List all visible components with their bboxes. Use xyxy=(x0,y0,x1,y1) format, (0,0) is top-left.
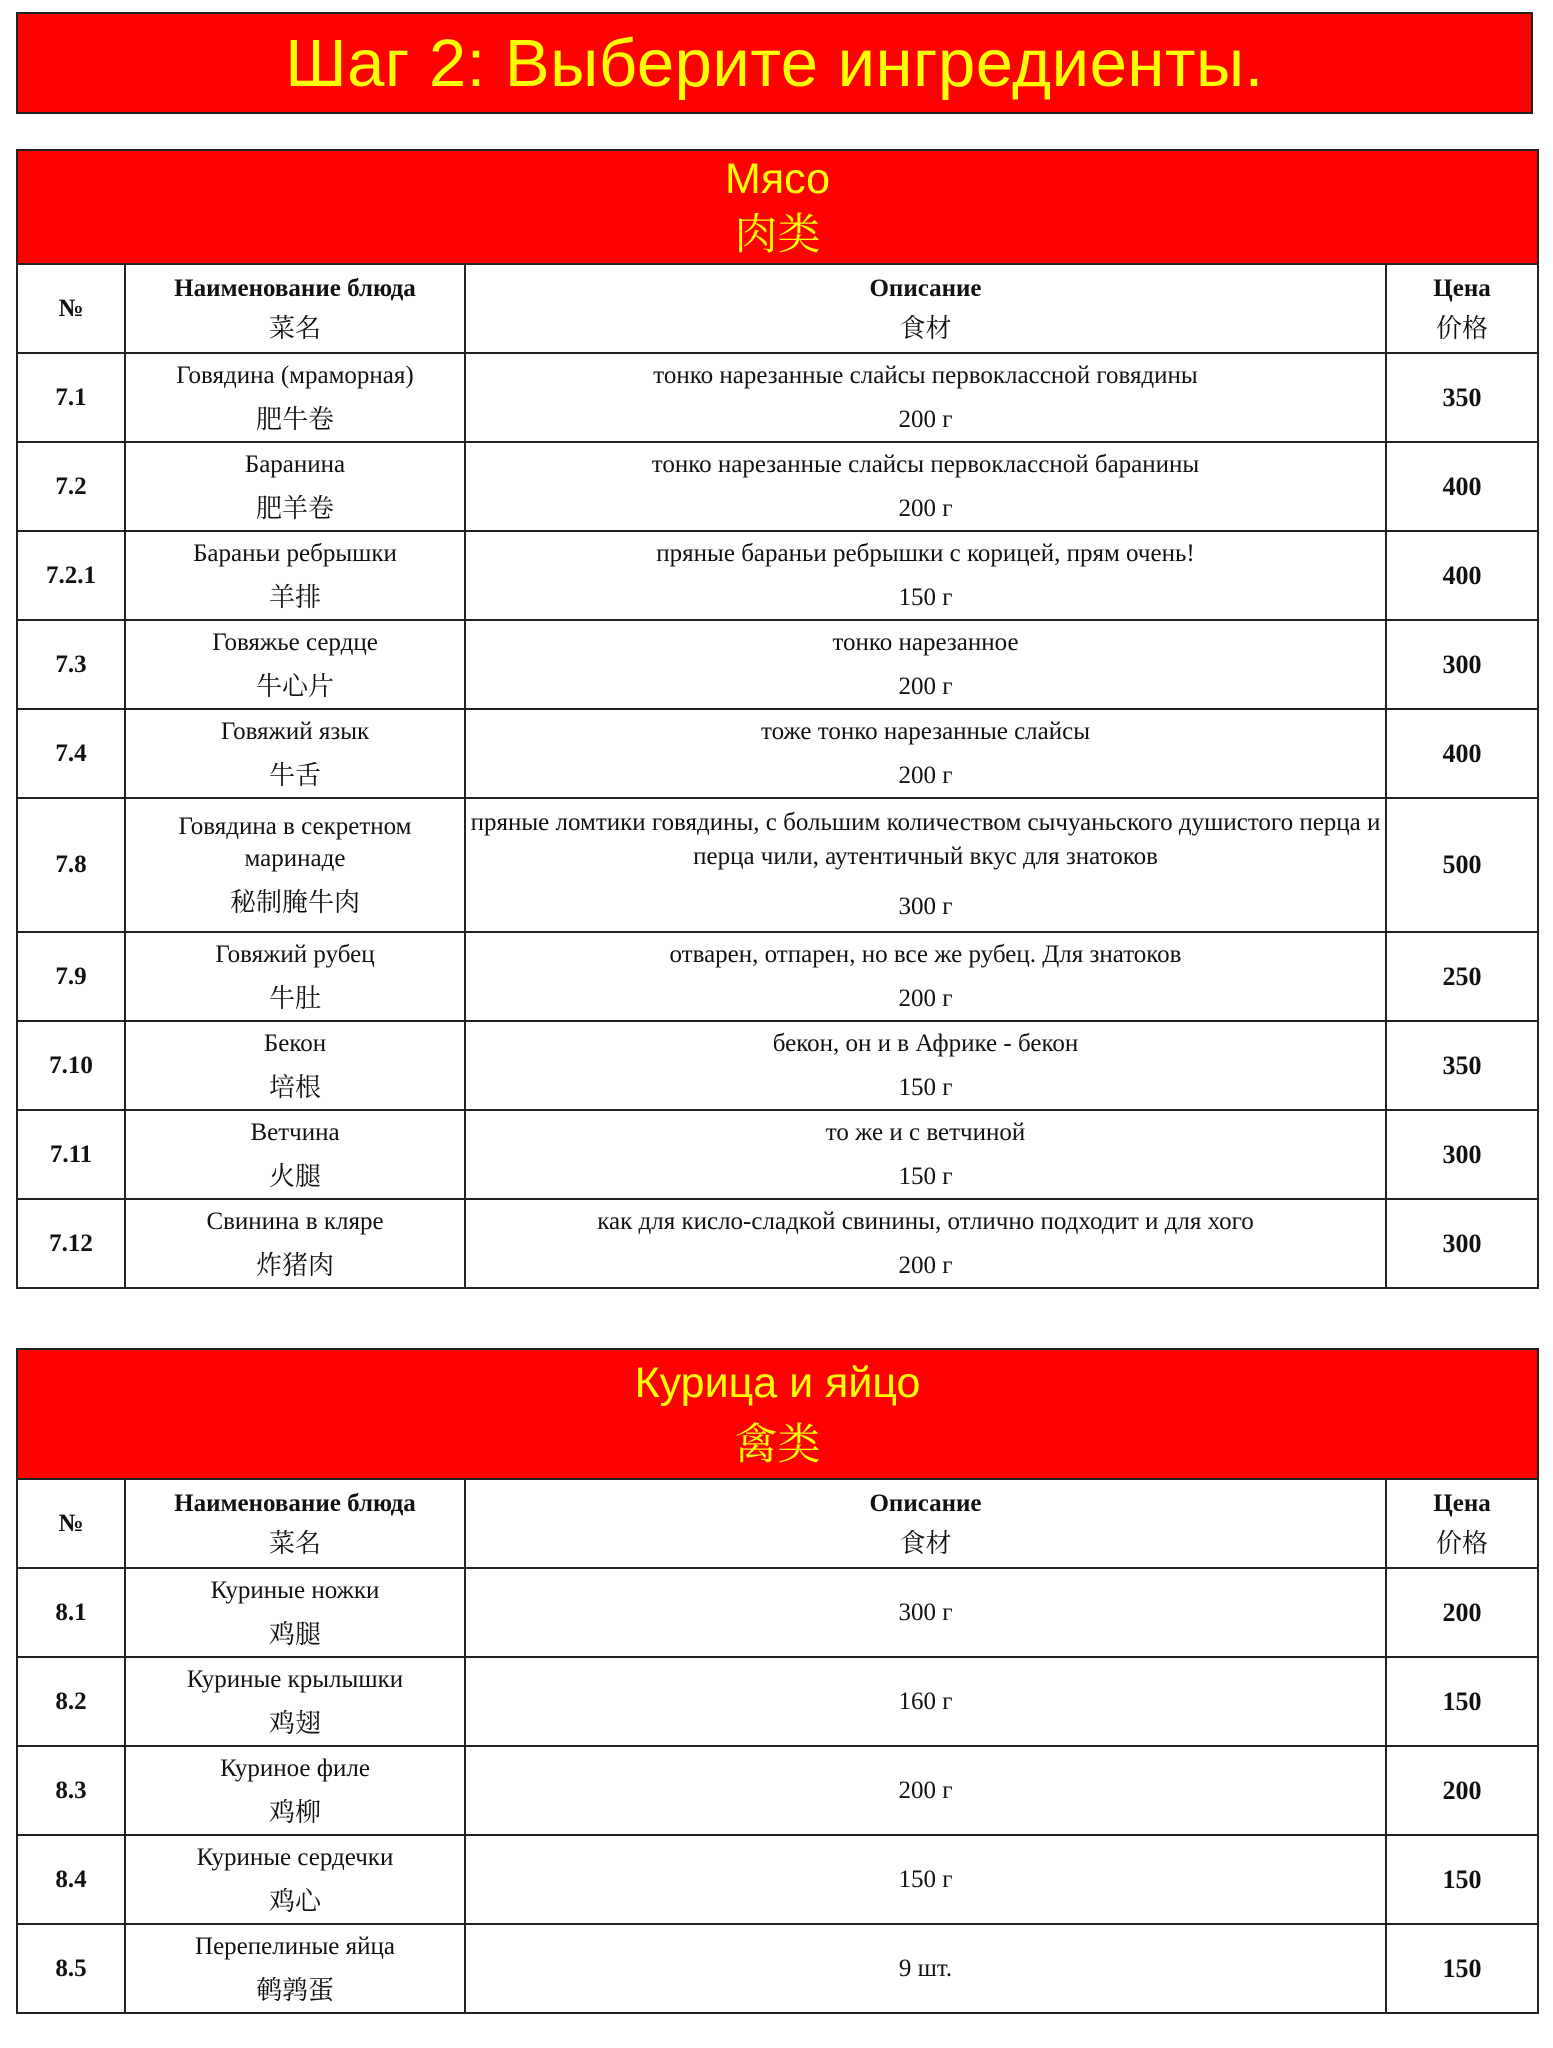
item-name: Говяжий язык xyxy=(220,717,370,745)
poultry-section-title: Курица и яйцо xyxy=(634,1359,921,1407)
item-number: 7.11 xyxy=(49,1140,93,1168)
item-weight: 200 г xyxy=(898,405,953,433)
item-name: Говяжье сердце xyxy=(212,628,378,656)
item-name: Говядина в секретном маринаде xyxy=(178,813,412,872)
item-name-cn: 秘制腌牛肉 xyxy=(229,888,360,917)
header-name-cn: 菜名 xyxy=(268,1528,321,1558)
item-weight: 200 г xyxy=(898,761,953,789)
item-description: тонко нарезанные слайсы первоклассной баранины xyxy=(651,450,1200,478)
item-price: 250 xyxy=(1442,961,1482,991)
header-price: Цена xyxy=(1433,274,1491,302)
table-row xyxy=(17,1835,1538,1924)
page-banner xyxy=(16,12,1533,114)
table-row xyxy=(17,353,1538,442)
item-number: 7.3 xyxy=(55,650,87,678)
item-description: как для кисло-сладкой свинины, отлично подходит и для хого xyxy=(597,1207,1254,1235)
item-price: 150 xyxy=(1442,1686,1482,1716)
item-weight: 200 г xyxy=(898,984,953,1012)
item-description: тонко нарезанное xyxy=(832,628,1019,656)
item-price: 200 xyxy=(1442,1597,1482,1627)
table-row xyxy=(17,709,1538,798)
item-description: 300 г xyxy=(898,1598,953,1626)
item-name-cn: 牛肚 xyxy=(268,983,321,1013)
item-description: 150 г xyxy=(898,1865,953,1893)
meat-column-headers xyxy=(17,264,1538,353)
item-number: 7.2.1 xyxy=(46,561,96,589)
item-name: Бараньи ребрышки xyxy=(193,539,397,567)
item-weight: 200 г xyxy=(898,672,953,700)
item-price: 300 xyxy=(1442,649,1482,679)
item-number: 7.8 xyxy=(55,851,87,878)
item-name: Бекон xyxy=(263,1029,327,1057)
table-row xyxy=(17,1568,1538,1657)
item-price: 200 xyxy=(1442,1775,1482,1805)
table-row xyxy=(17,1924,1538,2013)
table-row xyxy=(17,1110,1538,1199)
item-number: 7.1 xyxy=(55,383,87,411)
meat-section-header xyxy=(17,150,1538,264)
item-description: отварен, отпарен, но все же рубец. Для знатоков xyxy=(669,940,1182,968)
item-name: Куриное филе xyxy=(220,1754,370,1782)
item-description: пряные ломтики говядины, с большим количеством сычуаньского душистого перца и перца чили, аутентичный вкус для знатоков xyxy=(470,809,1381,870)
item-name: Говядина (мраморная) xyxy=(176,361,414,389)
item-name-cn: 火腿 xyxy=(268,1161,321,1191)
item-name-cn: 鸡腿 xyxy=(268,1619,321,1649)
item-weight: 200 г xyxy=(898,1251,953,1279)
poultry-column-headers xyxy=(17,1479,1538,1568)
table-row xyxy=(17,1657,1538,1746)
page-title: Шаг 2: Выберите ингредиенты. xyxy=(285,25,1264,101)
item-weight: 150 г xyxy=(898,1162,953,1190)
item-name-cn: 羊排 xyxy=(268,582,321,612)
item-price: 500 xyxy=(1442,850,1482,879)
item-weight: 150 г xyxy=(898,583,953,611)
item-price: 350 xyxy=(1442,1050,1482,1080)
item-price: 300 xyxy=(1442,1139,1482,1169)
table-row xyxy=(17,620,1538,709)
item-name: Ветчина xyxy=(250,1118,340,1146)
item-price: 150 xyxy=(1442,1953,1482,1983)
item-description: 9 шт. xyxy=(898,1954,953,1982)
item-name-cn: 鹌鹑蛋 xyxy=(255,1975,334,2005)
item-description: 160 г xyxy=(898,1687,953,1715)
item-weight: 300 г xyxy=(898,893,953,920)
header-desc: Описание xyxy=(869,1489,982,1517)
item-name-cn: 培根 xyxy=(268,1072,321,1102)
table-row xyxy=(17,442,1538,531)
item-name-cn: 牛心片 xyxy=(255,671,334,701)
item-name: Баранина xyxy=(244,450,346,478)
poultry-section-header xyxy=(17,1349,1538,1479)
table-row xyxy=(17,1199,1538,1288)
header-price-cn: 价格 xyxy=(1436,1528,1489,1558)
item-name: Свинина в кляре xyxy=(206,1207,384,1235)
item-price: 300 xyxy=(1442,1228,1482,1258)
item-description: бекон, он и в Африке - бекон xyxy=(772,1029,1079,1057)
item-number: 8.3 xyxy=(55,1776,87,1804)
item-price: 150 xyxy=(1442,1864,1482,1894)
header-price-cn: 价格 xyxy=(1436,313,1489,343)
item-price: 400 xyxy=(1442,560,1482,590)
item-description: то же и с ветчиной xyxy=(825,1118,1026,1146)
item-number: 7.12 xyxy=(49,1229,93,1257)
poultry-section-title-cn: 禽类 xyxy=(734,1421,821,1469)
item-name-cn: 肥羊卷 xyxy=(255,493,334,523)
item-description: пряные бараньи ребрышки с корицей, прям очень! xyxy=(656,539,1195,567)
item-number: 7.9 xyxy=(55,962,87,990)
header-name-cn: 菜名 xyxy=(268,313,321,343)
item-number: 8.4 xyxy=(55,1865,87,1893)
header-price: Цена xyxy=(1433,1489,1491,1517)
meat-section-title-cn: 肉类 xyxy=(734,211,821,259)
header-num: № xyxy=(58,1509,84,1537)
item-name: Куриные ножки xyxy=(210,1576,380,1604)
item-number: 7.10 xyxy=(49,1051,93,1079)
table-row xyxy=(17,798,1538,932)
header-name: Наименование блюда xyxy=(174,1489,416,1517)
item-weight: 150 г xyxy=(898,1073,953,1101)
item-description: тоже тонко нарезанные слайсы xyxy=(760,717,1091,745)
item-name-cn: 鸡翅 xyxy=(268,1708,321,1738)
table-row xyxy=(17,1021,1538,1110)
item-description: тонко нарезанные слайсы первоклассной говядины xyxy=(653,361,1198,389)
header-desc: Описание xyxy=(869,274,982,302)
header-desc-cn: 食材 xyxy=(899,1528,952,1558)
item-name-cn: 牛舌 xyxy=(268,760,321,790)
header-desc-cn: 食材 xyxy=(899,313,952,343)
table-row xyxy=(17,531,1538,620)
header-name: Наименование блюда xyxy=(174,274,416,302)
item-name: Говяжий рубец xyxy=(215,940,375,968)
table-row xyxy=(17,932,1538,1021)
item-number: 7.2 xyxy=(55,472,87,500)
item-name: Куриные сердечки xyxy=(196,1843,394,1871)
meat-section-title: Мясо xyxy=(725,155,831,203)
item-name: Перепелиные яйца xyxy=(195,1932,395,1960)
item-name-cn: 鸡柳 xyxy=(268,1797,321,1827)
item-number: 8.2 xyxy=(55,1687,87,1715)
item-name-cn: 鸡心 xyxy=(268,1886,321,1916)
item-description: 200 г xyxy=(898,1776,953,1804)
item-number: 7.4 xyxy=(55,739,87,767)
item-price: 400 xyxy=(1442,471,1482,501)
item-price: 350 xyxy=(1442,382,1482,412)
poultry-table xyxy=(16,1348,1539,2014)
item-weight: 200 г xyxy=(898,494,953,522)
item-number: 8.5 xyxy=(55,1954,87,1982)
item-name-cn: 炸猪肉 xyxy=(255,1250,334,1280)
meat-table xyxy=(16,149,1539,1289)
item-name-cn: 肥牛卷 xyxy=(255,404,334,434)
item-number: 8.1 xyxy=(55,1598,87,1626)
item-name: Куриные крылышки xyxy=(186,1665,404,1693)
item-price: 400 xyxy=(1442,738,1482,768)
table-row xyxy=(17,1746,1538,1835)
header-num: № xyxy=(58,294,84,322)
